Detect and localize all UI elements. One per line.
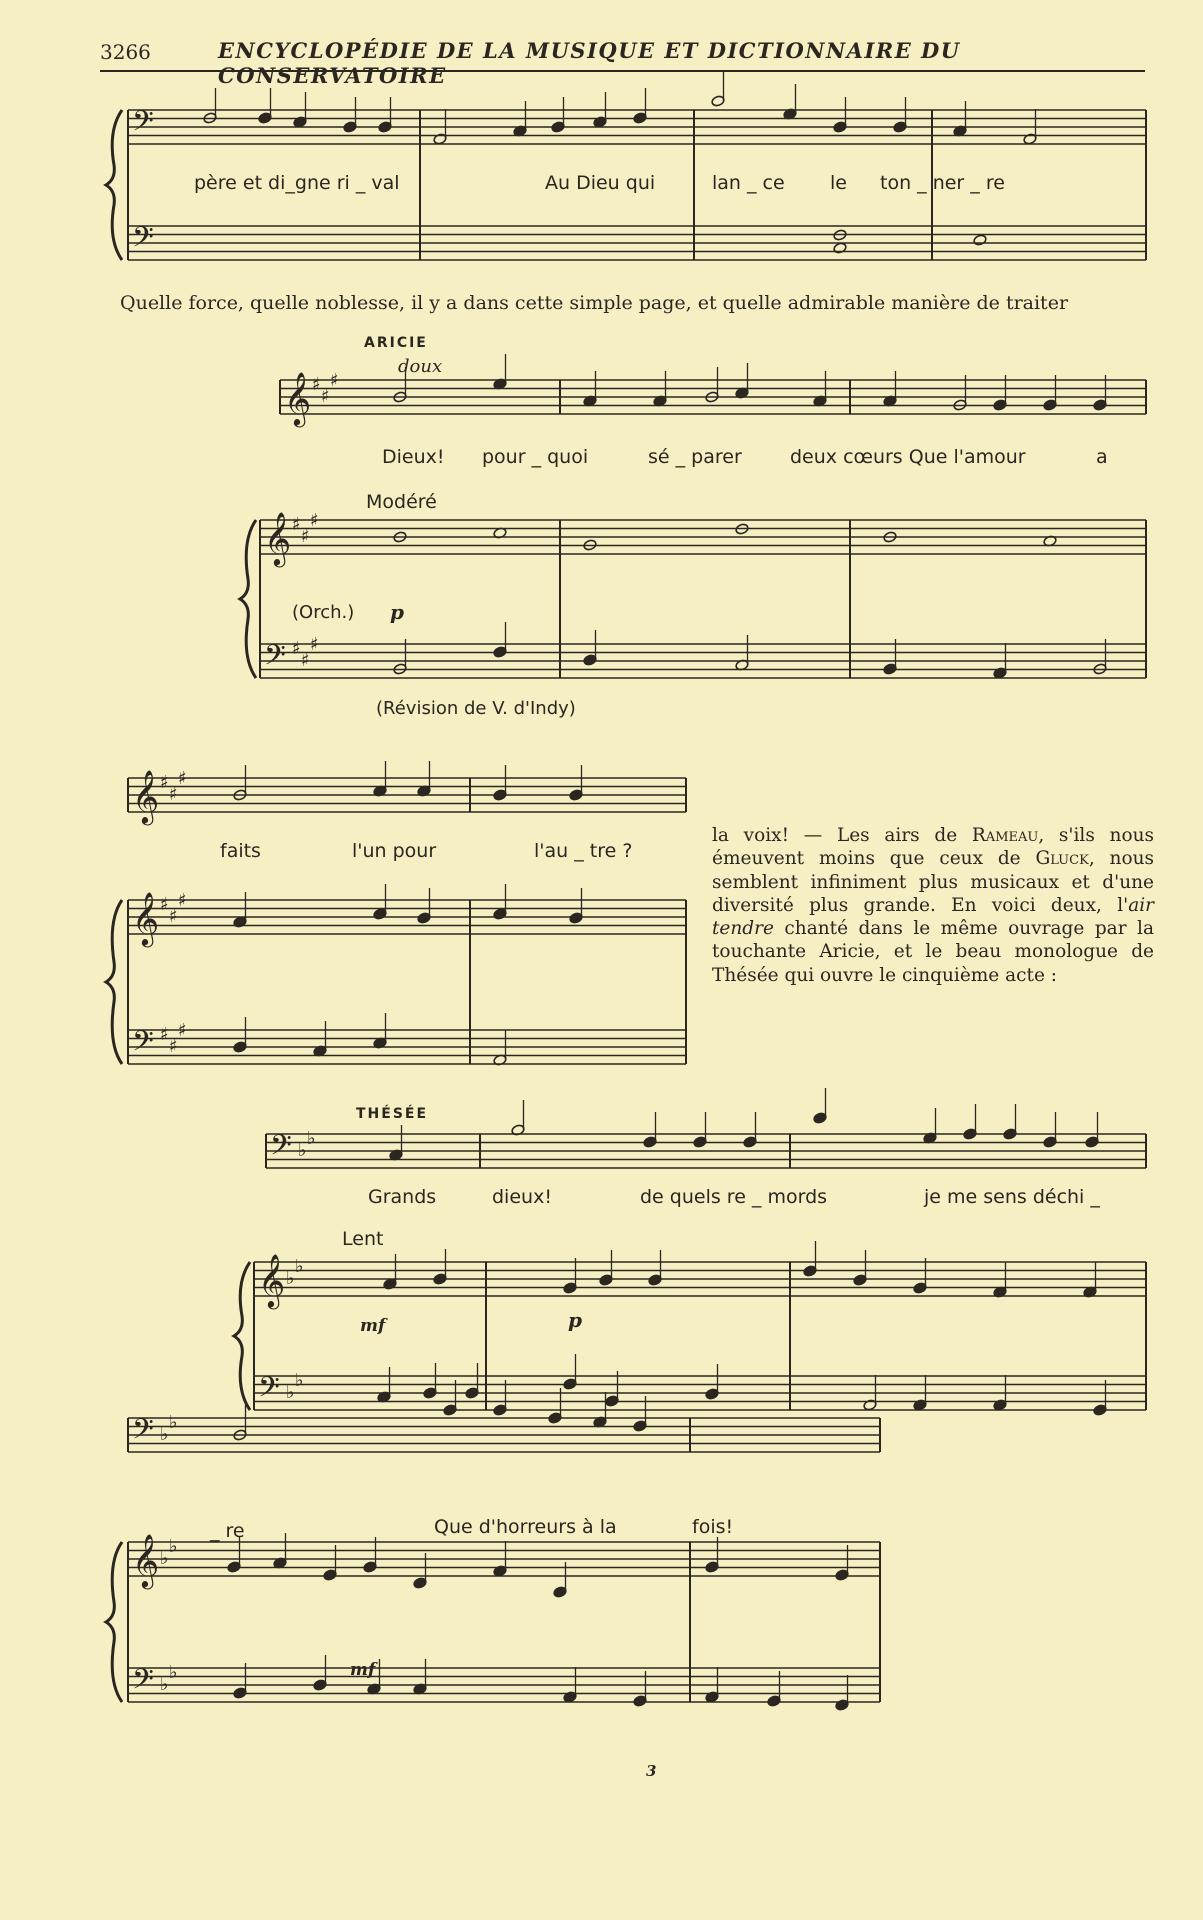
flat-icon: ♭: [295, 1370, 304, 1391]
bass-clef-icon: 𝄢: [132, 1025, 154, 1065]
flat-icon: ♭: [298, 1140, 307, 1161]
flat-icon: ♭: [286, 1382, 295, 1403]
lyric-s1-4: le: [830, 172, 847, 194]
para-rameau: Rameau: [971, 825, 1039, 846]
character-aricie: ARICIE: [364, 335, 428, 351]
brace: [234, 1262, 250, 1410]
lyric-a-3: sé _ parer: [648, 446, 742, 468]
lyric-a2-3: l'au _ tre ?: [534, 840, 633, 862]
header-title: ENCYCLOPÉDIE DE LA MUSIQUE ET DICTIONNAIRE DU CONSERVATOIRE: [218, 38, 961, 88]
brace: [106, 900, 122, 1064]
treble-clef-icon: 𝄞: [132, 769, 160, 823]
flat-icon: ♭: [307, 1128, 316, 1149]
sharp-icon: ♯: [169, 784, 178, 805]
lyric-s1-2: Au Dieu qui: [545, 172, 656, 194]
prose-line: Quelle force, quelle noblesse, il y a dans cette simple page, et quelle admirable manière de traiter: [120, 292, 1069, 314]
lyric-a2-2: l'un pour: [352, 840, 437, 862]
sharp-icon: ♯: [178, 768, 187, 789]
sharp-icon: ♯: [178, 890, 187, 911]
lyric-t-4: je me sens déchi _: [924, 1186, 1100, 1208]
bass-clef-icon: 𝄢: [258, 1371, 280, 1411]
sharp-icon: ♯: [169, 906, 178, 927]
lyric-t-2: dieux!: [492, 1186, 552, 1208]
para-text-1: la voix! — Les airs de: [712, 825, 972, 846]
notehead: [973, 234, 987, 246]
para-gluck: Gluck: [1035, 848, 1089, 870]
lyric-a-5: a: [1096, 446, 1108, 468]
orchestra-label: (Orch.): [292, 602, 355, 623]
lyric-a2-1: faits: [220, 840, 261, 862]
dynamic-p: p: [390, 600, 404, 624]
brace: [106, 110, 122, 260]
lyric-t2-3: fois!: [692, 1516, 734, 1538]
character-thesee: THÉSÉE: [356, 1106, 429, 1122]
flat-icon: ♭: [160, 1548, 169, 1569]
bass-clef-icon: 𝄢: [132, 1413, 154, 1453]
notehead: [833, 242, 847, 254]
sharp-icon: ♯: [321, 386, 330, 407]
flat-icon: ♭: [160, 1674, 169, 1695]
treble-clef-icon: 𝄞: [264, 511, 292, 565]
para-text-2: , s'ils nous émeuvent moins que ceux de: [712, 825, 1155, 870]
lyric-s1-3: lan _ ce: [712, 172, 785, 194]
bass-clef-icon: 𝄢: [270, 1129, 292, 1169]
para-text-3: , nous semblent infiniment plus musicaux et d'une diversité plus grande. En voici deux, l': [712, 848, 1154, 916]
lyric-t-3: de quels re _ mords: [640, 1186, 828, 1208]
sharp-icon: ♯: [169, 1036, 178, 1057]
expression-doux: doux: [398, 356, 443, 377]
page-number: 3266: [100, 40, 151, 64]
tempo-modere: Modéré: [366, 491, 437, 513]
flat-icon: ♭: [286, 1268, 295, 1289]
sharp-icon: ♯: [292, 514, 301, 535]
flat-icon: ♭: [160, 1424, 169, 1445]
treble-clef-icon: 𝄞: [258, 1253, 286, 1307]
dynamic-mf-1: mf: [360, 1316, 386, 1336]
lyric-t-1: Grands: [368, 1186, 437, 1208]
sharp-icon: ♯: [330, 370, 339, 391]
sharp-icon: ♯: [310, 510, 319, 531]
lyric-a-4: deux cœurs Que l'amour: [790, 446, 1026, 468]
sharp-icon: ♯: [301, 650, 310, 671]
revision-credit: (Révision de V. d'Indy): [376, 698, 576, 719]
sharp-icon: ♯: [178, 1020, 187, 1041]
treble-clef-icon: 𝄞: [132, 891, 160, 945]
sharp-icon: ♯: [312, 374, 321, 395]
para-text-4: chanté dans le même ouvrage par la touchante Aricie, et le beau monologue de Thésée qui ouvre le cinquième acte :: [712, 918, 1154, 986]
lyric-s1-5: ton _ ner _ re: [880, 172, 1005, 194]
brace: [240, 520, 256, 678]
lyric-t2-1: _ re: [210, 1520, 245, 1542]
tempo-lent: Lent: [342, 1228, 384, 1250]
para-air-tendre: air tendre: [712, 894, 1154, 940]
sharp-icon: ♯: [310, 634, 319, 655]
treble-clef-icon: 𝄞: [132, 1533, 160, 1587]
flat-icon: ♭: [169, 1536, 178, 1557]
flat-icon: ♭: [295, 1256, 304, 1277]
sharp-icon: ♯: [160, 772, 169, 793]
sharp-icon: ♯: [301, 526, 310, 547]
bass-clef-icon: 𝄢: [132, 105, 154, 145]
sharp-icon: ♯: [292, 638, 301, 659]
lyric-t2-2: Que d'horreurs à la: [434, 1516, 617, 1538]
commentary-paragraph: [712, 824, 1154, 987]
sharp-icon: ♯: [160, 894, 169, 915]
sharp-icon: ♯: [160, 1024, 169, 1045]
lyric-s1-1: père et di_gne ri _ val: [194, 172, 400, 194]
dynamic-p-2: p: [568, 1308, 582, 1332]
treble-clef-icon: 𝄞: [284, 371, 312, 425]
lyric-a-2: pour _ quoi: [482, 446, 589, 468]
flat-icon: ♭: [169, 1662, 178, 1683]
bass-clef-icon: 𝄢: [132, 1663, 154, 1703]
bass-clef-icon: 𝄢: [132, 221, 154, 261]
brace: [106, 1542, 122, 1702]
bass-clef-icon: 𝄢: [264, 639, 286, 679]
lyric-a-1: Dieux!: [382, 446, 445, 468]
triplet-mark: 3: [646, 1762, 657, 1780]
flat-icon: ♭: [169, 1412, 178, 1433]
dynamic-mf-3: mf: [350, 1660, 376, 1680]
